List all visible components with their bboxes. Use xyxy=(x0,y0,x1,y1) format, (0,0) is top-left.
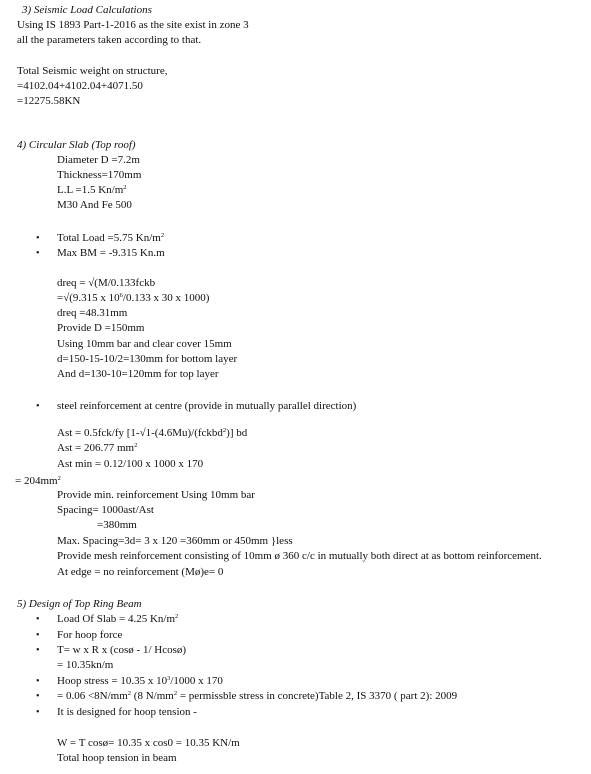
dreq-result: dreq =48.31mm xyxy=(57,307,128,319)
section-3-line: =12275.58KN xyxy=(17,95,81,107)
permissible-stress: = $0.06 <8N/mm^2$ (8 $N/mm^2$ = permissble stress in concrete)Table 2, IS 3370 ( part 2): 2009 xyxy=(57,690,458,702)
section-3-line: =4102.04+4102.04+4071.50 xyxy=(17,80,143,92)
bullet-icon: • xyxy=(36,248,40,259)
bullet-icon: • xyxy=(36,614,40,625)
ast-value: Ast = 206.77 $mm^2$ xyxy=(57,442,138,454)
bullet-icon: • xyxy=(36,691,40,702)
dreq-substitution: =√(9.315 x $10^6/0.133$ x 30 x 1000) xyxy=(57,292,210,304)
section-3-line: Using IS 1893 Part-1-2016 as the site exist in zone 3 xyxy=(17,19,249,31)
edge-reinforcement: At edge = no reinforcement (Mø)e= 0 xyxy=(57,566,224,578)
hoop-formula: T= w x R x (cosø - 1/ Hcosø) xyxy=(57,644,187,656)
ast-formula: Ast = 0.5fck/fy [1-√1-(4.6Mu)/(fckbd$^2$)] bd xyxy=(57,427,248,439)
max-spacing: Max. Spacing=3d= 3 x 120 =360mm or 450mm }less xyxy=(57,535,293,547)
ast-min-result: = $204mm^2$ xyxy=(15,475,61,487)
spacing-result: =380mm xyxy=(97,519,137,531)
hoop-force-result: = 10.35kn/m xyxy=(57,659,114,671)
bullet-icon: • xyxy=(36,401,40,412)
section-3-line: all the parameters taken according to that. xyxy=(17,34,202,46)
bullet-icon: • xyxy=(36,645,40,656)
material-grade: M30 And Fe 500 xyxy=(57,199,132,211)
d-top-layer: And d=130-10=120mm for top layer xyxy=(57,368,219,380)
load-of-slab: Load Of Slab = 4.25 $Kn/m^2$ xyxy=(57,613,179,625)
bar-cover: Using 10mm bar and clear cover 15mm xyxy=(57,338,232,350)
slab-diameter: Diameter D =7.2m xyxy=(57,154,140,166)
mesh-reinforcement: Provide mesh reinforcement consisting of 10mm ø 360 c/c in mutually both direct at as bottom reinforcement. xyxy=(57,550,542,562)
section-3-heading: 3) Seismic Load Calculations xyxy=(22,4,152,16)
dreq-formula: dreq = √(M/0.133fckb xyxy=(57,277,156,289)
section-4-heading: 4) Circular Slab (Top roof) xyxy=(17,139,136,151)
bullet-icon: • xyxy=(36,233,40,244)
max-bm: Max BM = -9.315 Kn.m xyxy=(57,247,165,259)
bullet-icon: • xyxy=(36,630,40,641)
section-5-heading: 5) Design of Top Ring Beam xyxy=(17,598,142,610)
total-load: Total Load =5.75 $Kn/m^2$ xyxy=(57,232,165,244)
bullet-icon: • xyxy=(36,707,40,718)
provide-min-reinforcement: Provide min. reinforcement Using 10mm bar xyxy=(57,489,255,501)
bullet-icon: • xyxy=(36,676,40,687)
hoop-tension-note: It is designed for hoop tension - xyxy=(57,706,197,718)
hoop-force: For hoop force xyxy=(57,629,123,641)
live-load: L.L =1.5 $Kn/m^2$ xyxy=(57,184,127,196)
hoop-stress: Hoop stress = 10.35 x $10^3/1000$ x 170 xyxy=(57,675,223,687)
total-hoop-tension: Total hoop tension in beam xyxy=(57,752,177,764)
steel-reinforcement: steel reinforcement at centre (provide in mutually parallel direction) xyxy=(57,400,357,412)
slab-thickness: Thickness=170mm xyxy=(57,169,142,181)
w-calculation: W = T cosø= 10.35 x cos0 = 10.35 KN/m xyxy=(57,737,240,749)
d-bottom-layer: d=150-15-10/2=130mm for bottom layer xyxy=(57,353,238,365)
spacing-formula: Spacing= 1000ast/Ast xyxy=(57,504,154,516)
section-3-line: Total Seismic weight on structure, xyxy=(17,65,168,77)
provide-depth: Provide D =150mm xyxy=(57,322,145,334)
ast-min: Ast min = 0.12/100 x 1000 x 170 xyxy=(57,458,204,470)
